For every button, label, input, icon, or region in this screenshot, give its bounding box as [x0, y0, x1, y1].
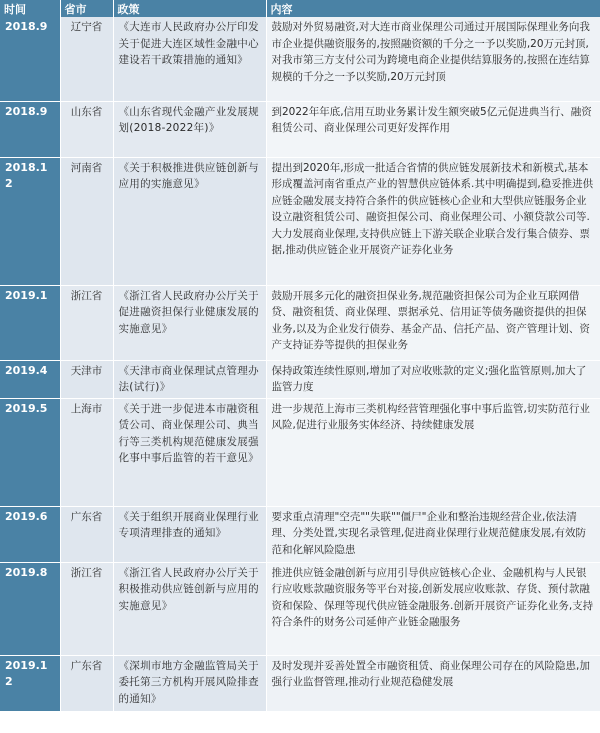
row-content: 鼓励对外贸易融资,对大连市商业保理公司通过开展国际保理业务向我市企业提供融资服务的,按照融资额的千分之一予以奖励,20万元封顶,对我市第三方支付公司为跨境电商企业提供结算服务的,按照在连结算规模的千分之一予以奖励,20万元封顶: [266, 17, 600, 101]
row-province: 山东省: [60, 101, 113, 157]
row-content: 鼓励开展多元化的融资担保业务,规范融资担保公司为企业互联网借贷、融资租赁、商业保理、票据承兑、信用证等债务融资提供的担保业务,以及为企业发行债券、基金产品、信托产品、资产管理计划、资产支持证券等提供的担保业务: [266, 285, 600, 360]
row-province: 浙江省: [60, 562, 113, 655]
row-policy: 《关于进一步促进本市融资租赁公司、商业保理公司、典当行等三类机构规范健康发展强化事中事后监管的若干意见》: [113, 398, 266, 506]
row-province: 广东省: [60, 655, 113, 711]
row-policy: 《深圳市地方金融监管局关于委托第三方机构开展风险排查的通知》: [113, 655, 266, 711]
row-time: 2019.6: [0, 506, 60, 562]
row-time: 2019.4: [0, 360, 60, 398]
row-time: 2018.12: [0, 157, 60, 285]
row-policy: 《关于积极推进供应链创新与应用的实施意见》: [113, 157, 266, 285]
row-province: 天津市: [60, 360, 113, 398]
row-content: 进一步规范上海市三类机构经营管理强化事中事后监管,切实防范行业风险,促进行业服务实体经济、持续健康发展: [266, 398, 600, 506]
row-province: 广东省: [60, 506, 113, 562]
header-time: 时间: [0, 0, 60, 17]
table-row: [0, 157, 600, 285]
table-row: [0, 562, 600, 655]
row-content: 要求重点清理"空壳""失联""僵尸"企业和整治违规经营企业,依法清理、分类处置,实现名录管理,促进商业保理行业规范健康发展,有效防范和化解风险隐患: [266, 506, 600, 562]
table-row: [0, 506, 600, 562]
row-content: 提出到2020年,形成一批适合省情的供应链发展新技术和新模式,基本形成覆盖河南省重点产业的智慧供应链体系.其中明确提到,稳妥推进供应链金融发展支持符合条件的供应链核心企业和大型供应链服务企业设立融资租赁公司、融资担保公司、商业保理公司、小额贷款公司等.大力发展商业保理,支持供应链上下游关联企业联合发行集合债券、票据,推动供应链企业开展资产证券化业务: [266, 157, 600, 285]
row-content: 保持政策连续性原则,增加了对应收账款的定义;强化监管原则,加大了监管力度: [266, 360, 600, 398]
row-policy: 《大连市人民政府办公厅印发关于促进大连区域性金融中心建设若干政策措施的通知》: [113, 17, 266, 101]
row-time: 2019.1: [0, 285, 60, 360]
table-row: [0, 655, 600, 711]
row-content: 推进供应链金融创新与应用引导供应链核心企业、金融机构与人民银行应收账款融资服务等平台对接,创新发展应收账款、存货、预付款融资和保险、保理等现代供应链金融服务.创新开展资产证券化业务,支持符合条件的财务公司延伸产业链金融服务: [266, 562, 600, 655]
table-row: [0, 285, 600, 360]
header-province: 省市: [60, 0, 113, 17]
row-time: 2019.5: [0, 398, 60, 506]
row-time: 2018.9: [0, 17, 60, 101]
row-province: 浙江省: [60, 285, 113, 360]
table-row: [0, 398, 600, 506]
table-row: [0, 101, 600, 157]
header-policy: 政策: [113, 0, 266, 17]
row-policy: 《浙江省人民政府办公厅关于积极推动供应链创新与应用的实施意见》: [113, 562, 266, 655]
row-time: 2019.12: [0, 655, 60, 711]
row-province: 河南省: [60, 157, 113, 285]
row-province: 上海市: [60, 398, 113, 506]
row-province: 辽宁省: [60, 17, 113, 101]
row-content: 到2022年年底,信用互助业务累计发生额突破5亿元促进典当行、融资租赁公司、商业保理公司更好发挥作用: [266, 101, 600, 157]
table-header-row: [0, 0, 600, 17]
row-time: 2019.8: [0, 562, 60, 655]
table-row: [0, 360, 600, 398]
row-content: 及时发现并妥善处置全市融资租赁、商业保理公司存在的风险隐患,加强行业监督管理,推动行业规范稳健发展: [266, 655, 600, 711]
row-policy: 《关于组织开展商业保理行业专项清理排查的通知》: [113, 506, 266, 562]
row-policy: 《浙江省人民政府办公厅关于促进融资担保行业健康发展的实施意见》: [113, 285, 266, 360]
row-time: 2018.9: [0, 101, 60, 157]
row-policy: 《天津市商业保理试点管理办法(试行)》: [113, 360, 266, 398]
row-policy: 《山东省现代金融产业发展规划(2018-2022年)》: [113, 101, 266, 157]
table-row: [0, 17, 600, 101]
header-content: 内容: [266, 0, 600, 17]
